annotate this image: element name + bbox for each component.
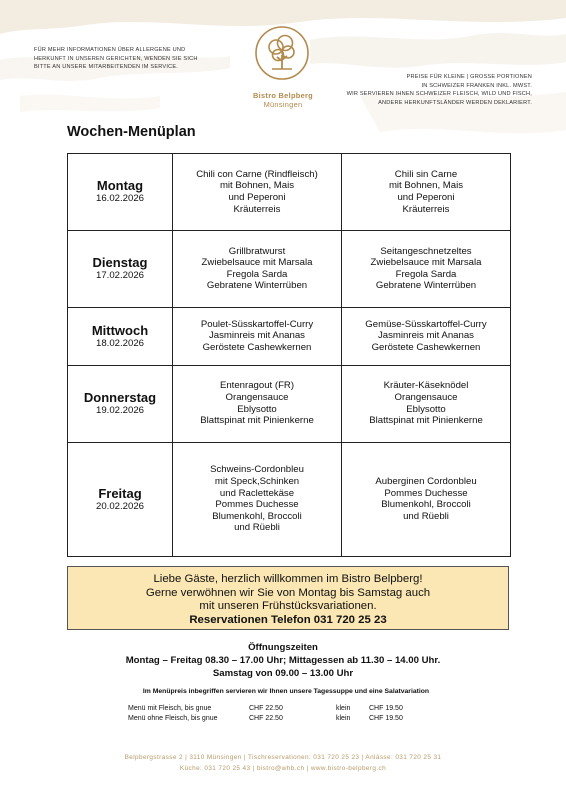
menu-line: Fregola Sarda bbox=[395, 268, 457, 280]
menu-line: Blattspinat mit Pinienkerne bbox=[200, 415, 314, 427]
footer bbox=[60, 752, 506, 774]
menu-line: Eblysotto bbox=[406, 403, 446, 415]
menu-line: Eblysotto bbox=[237, 403, 277, 415]
menu-row-mittwoch bbox=[68, 307, 511, 365]
opening-hours-title: Öffnungszeiten bbox=[248, 642, 318, 653]
meat-menu-cell bbox=[173, 442, 342, 556]
welcome-box bbox=[67, 566, 509, 630]
price-small-label: klein bbox=[336, 714, 351, 722]
menu-line: mit Speck,Schinken bbox=[214, 476, 300, 488]
day-date: 20.02.2026 bbox=[95, 500, 144, 512]
menu-line: Pommes Duchesse bbox=[384, 487, 468, 499]
footer-address: Belpbergstrasse 2 | 3110 Münsingen | Tischreservationen: 031 720 25 23 | Anlässe: 031 720 25 31 bbox=[124, 754, 442, 761]
day-cell bbox=[68, 365, 173, 442]
menu-line: Jasminreis mit Ananas bbox=[209, 330, 305, 342]
opening-hours-saturday: Samstag von 09.00 – 13.00 Uhr bbox=[212, 668, 354, 679]
menu-line: Auberginen Cordonbleu bbox=[375, 476, 477, 488]
menu-line: Chili sin Carne bbox=[394, 168, 458, 180]
day-cell bbox=[68, 154, 173, 231]
vegetarian-menu-cell bbox=[342, 307, 511, 365]
vegetarian-menu-cell bbox=[342, 365, 511, 442]
day-cell bbox=[68, 442, 173, 556]
meat-menu-cell bbox=[173, 230, 342, 307]
meat-menu-cell bbox=[173, 307, 342, 365]
menu-line: Geröstete Cashewkernen bbox=[202, 341, 312, 353]
menu-line: Kräuterreis bbox=[402, 203, 450, 215]
menu-line: mit Bohnen, Mais bbox=[219, 180, 295, 192]
brand-name: Bistro Belpberg bbox=[253, 91, 313, 100]
price-label: Menü ohne Fleisch, bis gnue bbox=[128, 714, 218, 722]
day-date: 16.02.2026 bbox=[95, 193, 144, 205]
menu-line: Orangensauce bbox=[394, 392, 458, 403]
menu-line: Jasminreis mit Ananas bbox=[378, 330, 474, 342]
reservation-phone: Reservationen Telefon 031 720 25 23 bbox=[189, 613, 387, 626]
footer-contact: Küche: 031 720 25 43 | bistro@whb.ch | www.bistro-belpberg.ch bbox=[179, 765, 387, 772]
brand-location: Münsingen bbox=[263, 100, 303, 109]
welcome-line-1: Liebe Gäste, herzlich willkommen im Bistro Belpberg! bbox=[153, 573, 423, 585]
vegetarian-menu-cell bbox=[342, 442, 511, 556]
included-note: Im Menüpreis inbegriffen servieren wir Ihnen unsere Tagessuppe und eine Salatvariation bbox=[142, 688, 430, 695]
menu-line: und Rüebli bbox=[403, 510, 449, 522]
day-date: 18.02.2026 bbox=[95, 337, 144, 349]
day-date: 17.02.2026 bbox=[95, 270, 144, 282]
menu-row-montag bbox=[68, 154, 511, 231]
price-row bbox=[128, 714, 429, 724]
menu-line: Blumenkohl, Broccoli bbox=[381, 499, 471, 511]
menu-line: Zwiebelsauce mit Marsala bbox=[370, 257, 482, 269]
menu-line: Kräuterreis bbox=[233, 203, 281, 215]
day-name: Dienstag bbox=[92, 255, 148, 271]
menu-line: mit Bohnen, Mais bbox=[388, 180, 464, 192]
menu-line: Gebratene Winterrüben bbox=[375, 280, 477, 292]
price-big: CHF 22.50 bbox=[249, 714, 283, 722]
menu-row-dienstag bbox=[68, 230, 511, 307]
menu-row-donnerstag bbox=[68, 365, 511, 442]
vegetarian-menu-cell bbox=[342, 230, 511, 307]
welcome-line-3: mit unseren Frühstücksvariationen. bbox=[199, 600, 377, 612]
menu-line: Orangensauce bbox=[225, 392, 289, 403]
menu-line: und Raclettekäse bbox=[219, 487, 295, 499]
menu-line: Kräuter-Käseknödel bbox=[383, 380, 469, 392]
menu-row-freitag bbox=[68, 442, 511, 556]
price-small-label: klein bbox=[336, 705, 351, 712]
price-label: Menü mit Fleisch, bis gnue bbox=[128, 705, 212, 712]
day-date: 19.02.2026 bbox=[95, 405, 144, 417]
vegetarian-menu-cell bbox=[342, 154, 511, 231]
menu-line: und Peperoni bbox=[228, 191, 286, 203]
menu-line: und Peperoni bbox=[397, 191, 455, 203]
price-big: CHF 22.50 bbox=[249, 705, 283, 712]
menu-line: Zwiebelsauce mit Marsala bbox=[201, 257, 313, 269]
meat-menu-cell bbox=[173, 365, 342, 442]
menu-line: Gemüse-Süsskartoffel-Curry bbox=[365, 318, 487, 330]
menu-line: Blattspinat mit Pinienkerne bbox=[369, 415, 483, 427]
day-name: Donnerstag bbox=[83, 390, 157, 406]
opening-hours-weekday: Montag – Freitag 08.30 – 17.00 Uhr; Mittagessen ab 11.30 – 14.00 Uhr. bbox=[125, 655, 441, 666]
price-small: CHF 19.50 bbox=[369, 714, 403, 722]
menu-line: Seitangeschnetzeltes bbox=[380, 245, 472, 257]
price-small: CHF 19.50 bbox=[369, 705, 403, 712]
meat-menu-cell bbox=[173, 154, 342, 231]
welcome-line-2: Gerne verwöhnen wir Sie von Montag bis Samstag auch bbox=[145, 586, 431, 599]
allergen-note: FÜR MEHR INFORMATIONEN ÜBER ALLERGENE UND HERKUNFT IN UNSEREN GERICHTEN, WENDEN SIE SICH BITTE AN UNSERE MITARBEITENDEN IM SERVICE. bbox=[34, 47, 198, 71]
day-cell bbox=[68, 307, 173, 365]
menu-line: Fregola Sarda bbox=[226, 268, 288, 280]
price-note: PREISE FÜR KLEINE | GROSSE PORTIONEN IN SCHWEIZER FRANKEN INKL. MWST. WIR SERVIEREN IHNEN SCHWEIZER FLEISCH, WILD UND FISCH, ANDERE HERKUNFTSLÄNDER WERDEN DEKLARIERT. bbox=[346, 74, 532, 106]
menu-line: und Rüebli bbox=[234, 522, 280, 534]
opening-hours bbox=[60, 641, 506, 680]
menu-line: Pommes Duchesse bbox=[215, 499, 299, 511]
menu-line: Grillbratwurst bbox=[228, 245, 286, 257]
menu-line: Poulet-Süsskartoffel-Curry bbox=[200, 318, 314, 330]
weekly-menu-table bbox=[67, 153, 511, 557]
menu-line: Blumenkohl, Broccoli bbox=[212, 510, 302, 522]
day-name: Mittwoch bbox=[91, 322, 149, 338]
menu-line: Geröstete Cashewkernen bbox=[371, 341, 481, 353]
page-title: Wochen-Menüplan bbox=[67, 124, 196, 140]
price-row bbox=[128, 704, 429, 714]
day-cell bbox=[68, 230, 173, 307]
menu-line: Entenragout (FR) bbox=[219, 380, 295, 392]
menu-line: Schweins-Cordonbleu bbox=[210, 464, 304, 476]
day-name: Montag bbox=[96, 178, 144, 194]
price-list bbox=[128, 704, 429, 723]
menu-line: Gebratene Winterrüben bbox=[206, 280, 308, 292]
menu-line: Chili con Carne (Rindfleisch) bbox=[196, 168, 318, 180]
day-name: Freitag bbox=[98, 485, 142, 501]
